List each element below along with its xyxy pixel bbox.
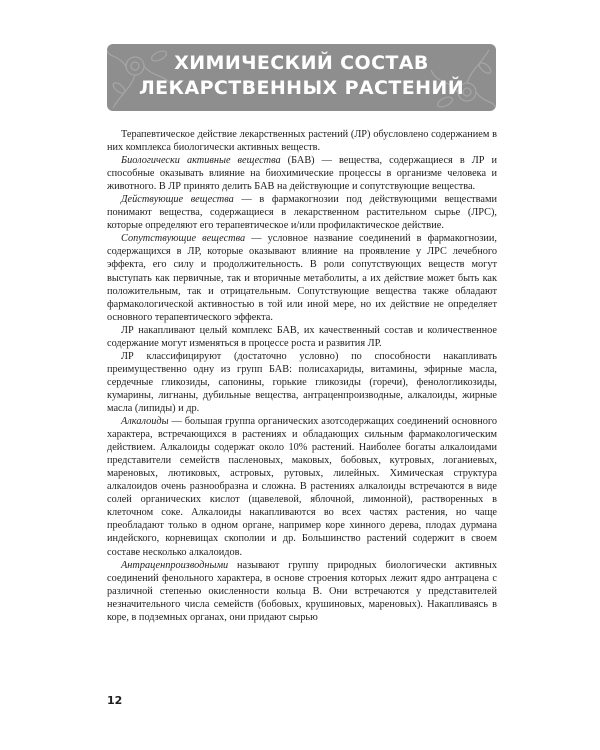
paragraph-accumulation: ЛР накапливают целый комплекс БАВ, их качественный состав и количественное содержание могут изменяться в процессе роста и развития ЛР.	[107, 324, 497, 349]
term-bav: Биологически активные вещества	[121, 155, 281, 167]
term-alkaloids: Алкалоиды	[121, 416, 169, 428]
paragraph-bav: Биологически активные вещества (БАВ) — вещества, содержащиеся в ЛР и способные оказывать влияние на биохимические процессы в организме человека и животного. В ЛР принято делить БАВ на действующие и сопутствующие вещества.	[107, 155, 497, 193]
term-anthracene-derivatives: Антраценпроизводными	[121, 559, 229, 571]
chapter-title-line-1: ХИМИЧЕСКИЙ СОСТАВ	[174, 52, 429, 74]
body-text	[107, 128, 497, 624]
page-number: 12	[107, 694, 123, 707]
term-active-substances: Действующие вещества	[121, 194, 234, 206]
paragraph-accompanying-substances: Сопутствующие вещества — условное название соединений в фармакогнозии, содержащихся в ЛР, которые оказывают влияние на проявление у ЛРС лечебного эффекта, его силу и продолжительность. В роли сопутствующих веществ могут выступать как первичные, так и вторичные метаболиты, а их действие может быть как положительным, так и отрицательным. Сопутствующие вещества также обладают фармакологической активностью в той или иной мере, но их действие не определяет основного терапевтического эффекта.	[107, 233, 497, 323]
paragraph-intro: Терапевтическое действие лекарственных растений (ЛР) обусловлено содержанием в них комплекса биологически активных веществ.	[107, 129, 497, 154]
paragraph-anthracene-derivatives: Антраценпроизводными называют группу природных биологически активных соединений фенольного характера, в основе строения которых лежит ядро антрацена с различной степенью окисленности кольца В. Они встречаются у представителей незначительного числа семейств (бобовых, крушиновых, мареновых). Накапливаясь в коре, в подземных органах, они придают сырью	[107, 559, 497, 623]
paragraph-alkaloids: Алкалоиды — большая группа органических азотсодержащих соединений основного характера, встречающихся в растениях и обладающих сильным фармакологическим действием. Алкалоиды содержат около 10% растений. Наиболее богаты алкалоидами представители семейств пасленовых, маковых, бобовых, кутровых, логаниевых, мареновых, лютиковых, астровых, рутовых, лилейных. Химическая структура алкалоидов очень разнообразна и сложна. В растениях алкалоиды встречаются в виде солей органических кислот (щавелевой, яблочной, лимонной), растворенных в клеточном соке. Алкалоиды накапливаются во всех частях растения, но чаще преобладают только в одном органе, например коре хинного дерева, плодах дурмана индейского, корневищах скополии и др. Большинство растений содержит в своем составе несколько алкалоидов.	[107, 416, 497, 558]
chapter-title-line-2: ЛЕКАРСТВЕННЫХ РАСТЕНИЙ	[138, 77, 465, 99]
paragraph-active-substances: Действующие вещества — в фармакогнозии под действующими веществами понимают вещества, содержащиеся в лекарственном растительном сырье (ЛРС), которые определяют его терапевтическое и/или профилактическое действие.	[107, 194, 498, 232]
chapter-title-banner	[107, 44, 496, 111]
term-accompanying-substances: Сопутствующие вещества	[121, 233, 246, 245]
paragraph-classification: ЛР классифицируют (достаточно условно) по способности накапливать преимущественно одну из групп БАВ: полисахариды, витамины, эфирные масла, сердечные гликозиды, сапонины, горькие гликозиды (горечи), фенологликозиды, кумарины, лигнаны, дубильные вещества, антраценпроизводные, алкалоиды, жирные масла (липиды) и др.	[107, 350, 497, 414]
chapter-title	[107, 51, 496, 101]
